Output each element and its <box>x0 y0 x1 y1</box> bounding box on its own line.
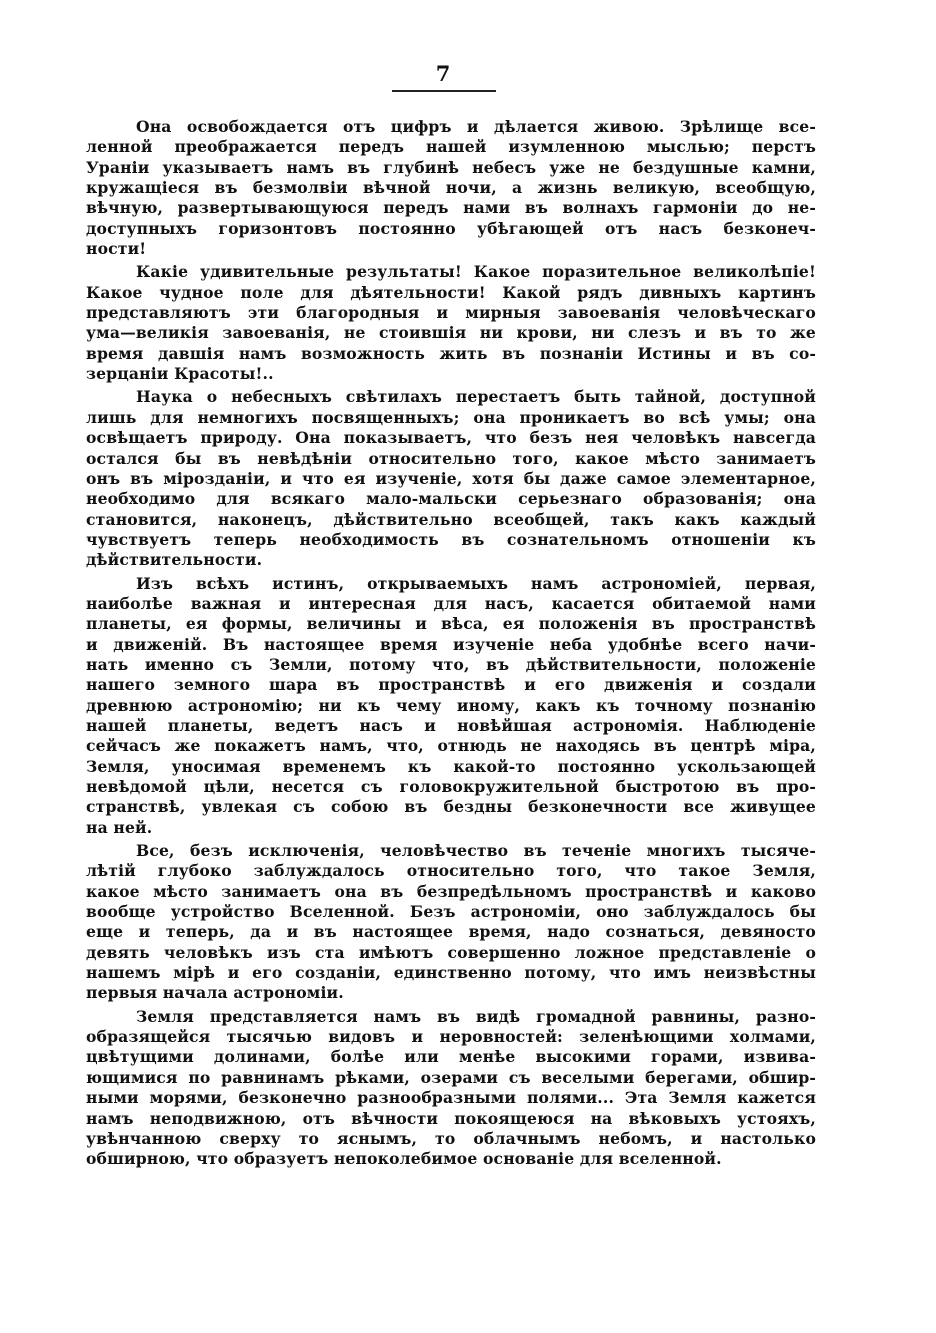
text-line: ности! <box>86 239 147 259</box>
text-line: лишь для немногихъ посвященныхъ; она проникаетъ во всѣ умы; она <box>86 407 816 427</box>
text-line: Наука о небесныхъ свѣтилахъ перестаетъ быть тайной, доступной <box>136 387 816 407</box>
text-line: нашего земного шара въ пространствѣ и его движенія и создали <box>86 675 816 695</box>
paragraph <box>86 574 816 838</box>
text-line: вѣчную, развертывающуюся передъ нами въ волнахъ гармоніи до не- <box>86 198 816 218</box>
text-line: кружащіеся въ безмолвіи вѣчной ночи, а жизнь великую, всеобщую, <box>86 178 816 198</box>
text-line: Изъ всѣхъ истинъ, открываемыхъ намъ астрономіей, первая, <box>136 573 816 593</box>
text-line: ными морями, безконечно разнообразными полями... Эта Земля кажется <box>86 1088 816 1108</box>
text-line: необходимо для всякаго мало-мальски серьезнаго образованія; она <box>86 489 816 509</box>
text-line: цвѣтущими долинами, болѣе или менѣе высокими горами, извива- <box>86 1047 816 1067</box>
text-line: доступныхъ горизонтовъ постоянно убѣгающей отъ насъ безконеч- <box>86 218 816 238</box>
text-line: Какіе удивительные результаты! Какое поразительное великолѣпіе! <box>136 262 816 282</box>
page-number: 7 <box>435 61 451 86</box>
paragraph <box>86 262 816 384</box>
text-line: девять человѣкъ изъ ста имѣютъ совершенно ложное представленіе о <box>86 942 816 962</box>
text-line: наиболѣе важная и интересная для насъ, касается обитаемой нами <box>86 593 816 613</box>
text-line: Все, безъ исключенія, человѣчество въ теченіе многихъ тысяче- <box>136 841 816 861</box>
text-line: вообще устройство Вселенной. Безъ астрономіи, оно заблуждалось бы <box>86 902 816 922</box>
paragraph <box>86 841 816 1004</box>
text-line: ленной преображается передъ нашей изумленною мыслью; перстъ <box>86 137 816 157</box>
text-line: нать именно съ Земли, потому что, въ дѣйствительности, положеніе <box>86 654 816 674</box>
text-line: образящейся тысячью видовъ и неровностей: зеленѣющими холмами, <box>86 1027 816 1047</box>
text-line: Ураніи указываетъ намъ въ глубинѣ небесъ уже не бездушные камни, <box>86 157 816 177</box>
text-line: чувствуетъ теперь необходимость въ сознательномъ отношеніи къ <box>86 529 816 549</box>
text-line: и движеній. Въ настоящее время изученіе неба удобнѣе всего начи- <box>86 634 816 654</box>
text-line: дѣйствительности. <box>86 550 263 570</box>
text-line: Какое чудное поле для дѣятельности! Какой рядъ дивныхъ картинъ <box>86 282 816 302</box>
text-line: нашемъ мірѣ и его созданіи, единственно потому, что имъ неизвѣстны <box>86 963 816 983</box>
text-line: планеты, ея формы, величины и вѣса, ея положенія въ пространствѣ <box>86 614 816 634</box>
text-line: зерцаніи Красоты!.. <box>86 364 274 384</box>
body-text <box>86 117 816 1173</box>
text-line: странствѣ, увлекая съ собою въ бездны безконечности все живущее <box>86 797 816 817</box>
text-line: увѣнчанною сверху то яснымъ, то облачнымъ небомъ, и настолько <box>86 1128 816 1148</box>
text-line: Земля представляется намъ въ видѣ громадной равнины, разно- <box>136 1006 816 1026</box>
text-line: время давшія намъ возможность жить въ познаніи Истины и въ со- <box>86 343 816 363</box>
paragraph <box>86 117 816 259</box>
text-line: на ней. <box>86 817 153 837</box>
text-line: намъ неподвижною, отъ вѣчности покоящеюся на вѣковыхъ устояхъ, <box>86 1108 816 1128</box>
text-line: Земля, уносимая временемъ къ какой-то постоянно ускользающей <box>86 756 816 776</box>
text-line: освѣщаетъ природу. Она показываетъ, что безъ нея человѣкъ навсегда <box>86 428 816 448</box>
text-line: Она освобождается отъ цифръ и дѣлается живою. Зрѣлище все- <box>136 117 816 136</box>
text-line: невѣдомой цѣли, несется съ головокружительной быстротою въ про- <box>86 777 816 796</box>
text-line: ума—великія завоеванія, не стоившія ни крови, ни слезъ и въ то же <box>86 323 816 343</box>
text-line: представляютъ эти благородныя и мирныя завоеванія человѣческаго <box>86 303 816 323</box>
text-line: сейчасъ же покажетъ намъ, что, отнюдь не находясь въ центрѣ міра, <box>86 736 816 756</box>
text-line: остался бы въ невѣдѣніи относительно того, какое мѣсто занимаетъ <box>86 448 816 468</box>
text-line: онъ въ мірозданіи, и что ея изученіе, хотя бы даже самое элементарное, <box>86 468 816 488</box>
paragraph <box>86 387 816 570</box>
page-number-rule <box>392 90 496 92</box>
text-line: ющимися по равнинамъ рѣками, озерами съ веселыми берегами, обшир- <box>86 1067 816 1087</box>
text-line: обширною, что образуетъ непоколебимое основаніе для вселенной. <box>86 1149 722 1169</box>
text-line: еще и теперь, да и въ настоящее время, надо сознаться, девяносто <box>86 922 816 942</box>
text-line: древнюю астрономію; ни къ чему иному, какъ къ точному познанію <box>86 695 816 715</box>
text-line: нашей планеты, ведетъ насъ и новѣйшая астрономія. Наблюденіе <box>86 715 816 735</box>
text-line: становится, наконецъ, дѣйствительно всеобщей, такъ какъ каждый <box>86 509 816 529</box>
text-line: лѣтій глубоко заблуждалось относительно того, что такое Земля, <box>86 861 816 881</box>
text-line: первыя начала астрономіи. <box>86 983 344 1003</box>
paragraph <box>86 1007 816 1170</box>
text-line: какое мѣсто занимаетъ она въ безпредѣльномъ пространствѣ и каково <box>86 881 816 901</box>
